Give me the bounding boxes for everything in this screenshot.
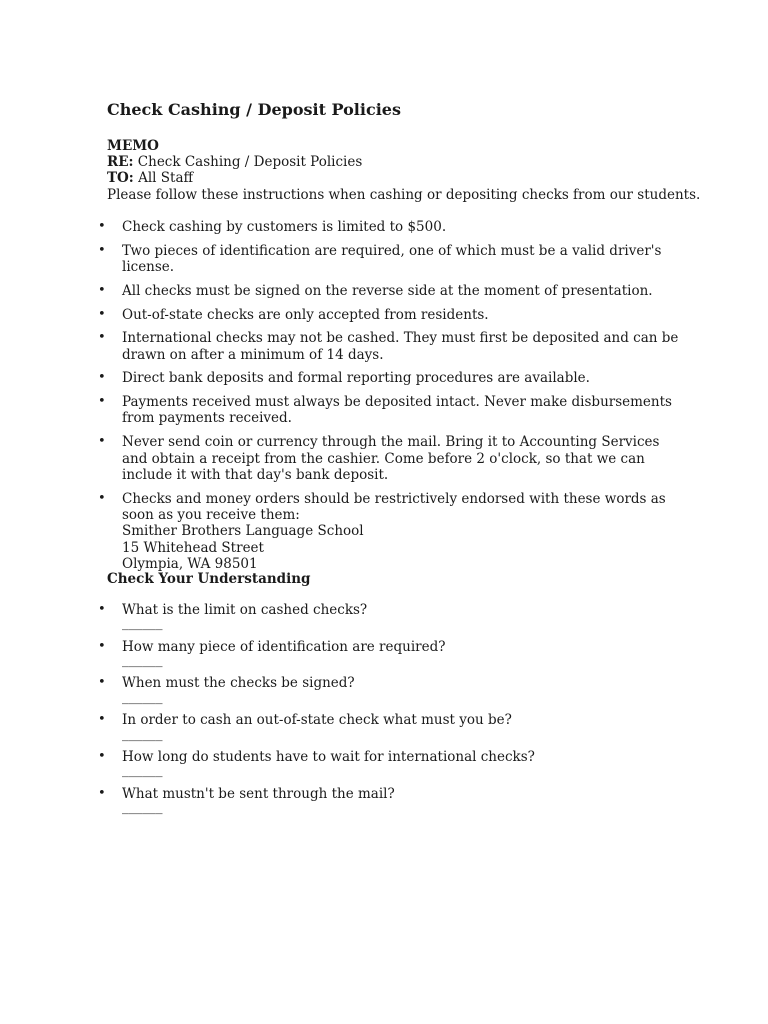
answer-blank[interactable]: ______	[122, 725, 163, 742]
question-text: How long do students have to wait for international checks?	[122, 748, 535, 765]
answer-blank[interactable]: ______	[122, 798, 163, 815]
memo-re-line	[107, 154, 707, 170]
endorsement-instruction: Checks and money orders should be restrictively endorsed with these words as soon as you receive them:	[122, 490, 666, 524]
memo-heading: MEMO	[107, 138, 159, 154]
answer-blank[interactable]: ______	[122, 688, 163, 705]
question-text: When must the checks be signed?	[122, 675, 355, 692]
policy-item: • Check cashing by customers is limited to $500.	[0, 219, 682, 235]
answer-blank[interactable]: ______	[122, 762, 163, 779]
question-item	[0, 712, 682, 741]
policy-list	[0, 219, 768, 580]
memo-re-value: Check Cashing / Deposit Policies	[137, 154, 363, 171]
question-text: What is the limit on cashed checks?	[122, 602, 368, 618]
understanding-title: Check Your Understanding	[107, 571, 311, 587]
policy-item: • Direct bank deposits and formal reporting procedures are available.	[0, 370, 682, 386]
policy-item: • Out-of-state checks are only accepted from residents.	[0, 307, 682, 323]
question-item	[0, 602, 682, 631]
address-line: 15 Whitehead Street	[122, 539, 264, 556]
address-line: Olympia, WA 98501	[122, 556, 258, 573]
policy-item: • Payments received must always be deposited intact. Never make disbursements from payments received.	[0, 394, 682, 427]
answer-blank[interactable]: ______	[122, 652, 163, 669]
question-item	[0, 639, 682, 668]
memo-to-label: TO:	[107, 170, 134, 187]
question-list	[0, 602, 768, 822]
question-item	[0, 786, 682, 815]
address-line: Smither Brothers Language School	[122, 523, 364, 540]
memo-to-line	[107, 170, 707, 186]
policy-item: • Never send coin or currency through the mail. Bring it to Accounting Services and obtain a receipt from the cashier. Come before 2 o'clock, so that we can include it with that day's bank deposit.	[0, 434, 682, 483]
memo-to-value: All Staff	[138, 170, 194, 187]
memo-intro: Please follow these instructions when cashing or depositing checks from our students.	[107, 186, 701, 203]
memo-re-label: RE:	[107, 154, 134, 171]
policy-item: • International checks may not be cashed. They must first be deposited and can be drawn on after a minimum of 14 days.	[0, 330, 682, 363]
policy-item: • Two pieces of identification are required, one of which must be a valid driver's license.	[0, 243, 682, 276]
memo-header	[107, 138, 707, 203]
question-item	[0, 675, 682, 704]
question-text: What mustn't be sent through the mail?	[122, 785, 395, 802]
question-text: How many piece of identification are required?	[122, 638, 446, 655]
question-text: In order to cash an out-of-state check what must you be?	[122, 712, 512, 729]
policy-item-endorsement	[0, 491, 682, 573]
policy-item: • All checks must be signed on the reverse side at the moment of presentation.	[0, 283, 682, 299]
question-item	[0, 749, 682, 778]
answer-blank[interactable]: ______	[122, 615, 163, 632]
document-title: Check Cashing / Deposit Policies	[107, 100, 401, 119]
